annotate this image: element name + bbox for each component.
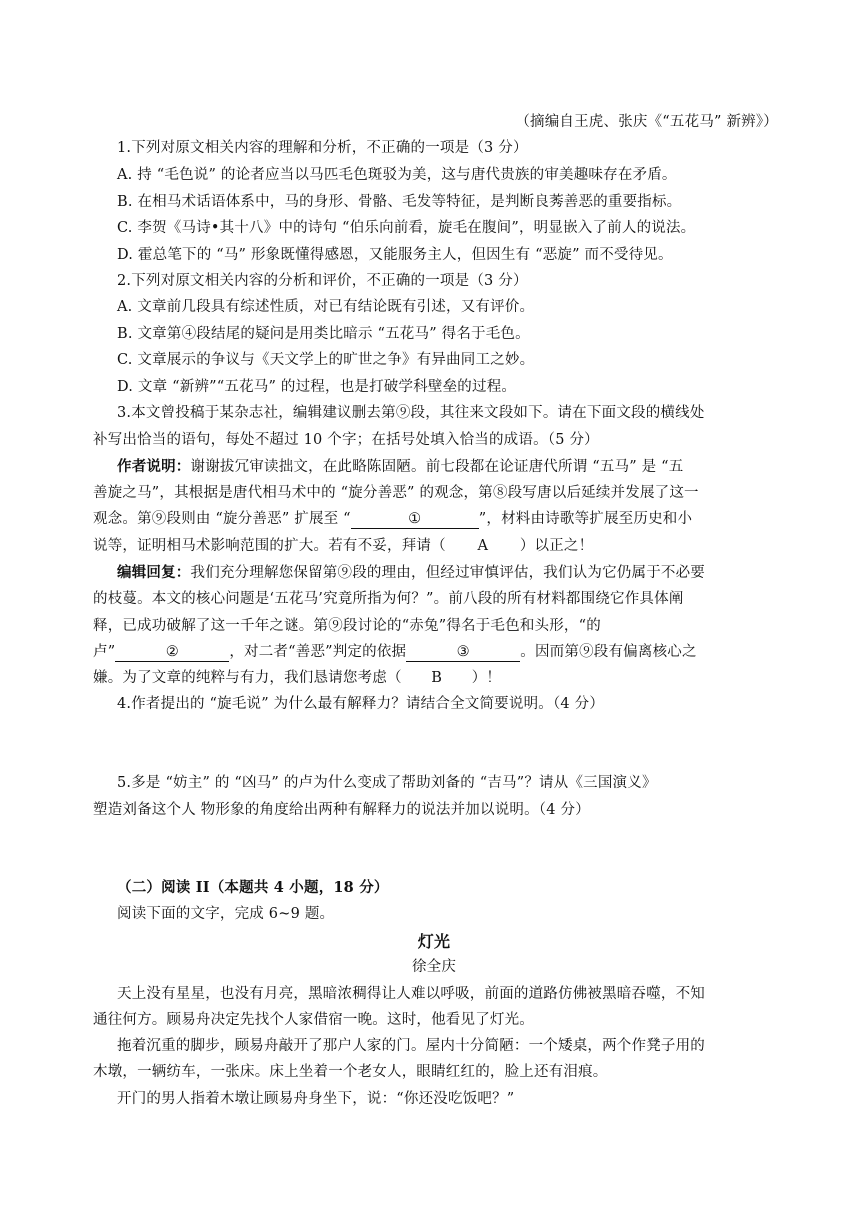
story-paragraph-2-line-2: 木墩，一辆纺车，一张床。床上坐着一个老女人，眼睛红红的，脸上还有泪痕。	[93, 1064, 608, 1080]
question-2-option-b: B. 文章第④段结尾的疑问是用类比暗示 “五花马” 得名于毛色。	[117, 326, 530, 342]
question-2-stem: 2.下列对原文相关内容的分析和评价，不正确的一项是（3 分）	[117, 273, 528, 289]
section-2-instruction: 阅读下面的文字，完成 6~9 题。	[117, 906, 335, 922]
question-1-option-b: B. 在相马术话语体系中，马的身形、骨骼、毛发等特征，是判断良莠善恶的重要指标。	[117, 194, 682, 210]
fill-blank-2[interactable]: ②	[115, 643, 229, 662]
editor-reply-line-3: 释，已成功破解了这一千年之谜。第⑨段讨论的“赤兔”得名于毛色和头形，“的	[93, 618, 601, 634]
author-note-line-4	[93, 536, 773, 556]
question-2-option-d: D. 文章 “新辨”“五花马” 的过程，也是打破学科壁垒的过程。	[117, 379, 517, 395]
author-note-label: 作者说明：	[117, 458, 191, 475]
editor-reply-line-5	[93, 668, 773, 688]
author-note-line-3	[93, 509, 773, 529]
editor-reply-line-4	[93, 642, 773, 662]
idiom-blank-b[interactable]: B	[431, 670, 443, 686]
story-author: 徐全庆	[411, 959, 457, 975]
editor-reply-line-2: 的枝蔓。本文的核心问题是‘五花马’究竟所指为何？”。前八段的所有材料都围绕它作具体阐	[93, 591, 684, 607]
editor-reply-label: 编辑回复：	[117, 564, 191, 581]
author-note-text-3a: 观念。第⑨段则由 “旋分善恶” 扩展至 “	[93, 511, 351, 527]
question-3-stem-line-1: 3.本文曾投稿于某杂志社，编辑建议删去第⑨段，其往来文段如下。请在下面文段的横线处	[117, 405, 705, 421]
question-2-option-c: C. 文章展示的争议与《天文学上的旷世之争》有异曲同工之妙。	[117, 352, 535, 368]
fill-blank-3[interactable]: ③	[406, 643, 520, 662]
author-note-text-4a: 说等，证明相马术影响范围的扩大。若有不妥，拜请（	[93, 538, 446, 554]
question-2-option-a: A. 文章前几段具有综述性质，对已有结论既有引述，又有评价。	[117, 299, 535, 315]
author-note-text-4b: ）以正之！	[519, 538, 594, 554]
question-5-line-1: 5.多是 “妨主” 的 “凶马” 的卢为什么变成了帮助刘备的 “吉马”？请从《三国演义》	[117, 775, 657, 791]
question-4: 4.作者提出的 “旋毛说” 为什么最有解释力？请结合全文简要说明。（4 分）	[117, 696, 605, 712]
author-note-text-3b: ”，材料由诗歌等扩展至历史和小	[478, 511, 693, 527]
question-1-option-d: D. 霍总笔下的 “马” 形象既懂得感恩，又能服务主人，但因生有 “恶旋” 而不受待见。	[117, 247, 673, 263]
story-paragraph-2-line-1: 拖着沉重的脚步，顾易舟敲开了那户人家的门。屋内十分简陋：一个矮桌，两个作凳子用的	[117, 1038, 705, 1054]
author-note-line-1	[117, 457, 797, 477]
section-2-heading: （二）阅读 II（本题共 4 小题，18 分）	[117, 879, 389, 896]
editor-reply-text-4b: ，对二者“善恶”判定的依据	[229, 644, 407, 660]
editor-reply-text-4a: 卢”	[93, 644, 116, 660]
story-paragraph-1-line-2: 通往何方。顾易舟决定先找个人家借宿一晚。这时，他看见了灯光。	[93, 1012, 534, 1028]
editor-reply-text-1: 我们充分理解您保留第⑨段的理由，但经过审慎评估，我们认为它仍属于不必要	[190, 565, 705, 581]
story-paragraph-1-line-1: 天上没有星星，也没有月亮，黑暗浓稠得让人难以呼吸，前面的道路仿佛被黑暗吞噬，不知	[117, 986, 705, 1002]
editor-reply-text-5a: 嫌。为了文章的纯粹与有力，我们恳请您考虑（	[93, 670, 402, 686]
question-1-stem: 1.下列对原文相关内容的理解和分析，不正确的一项是（3 分）	[117, 140, 528, 156]
story-paragraph-3-line-1: 开门的男人指着木墩让顾易舟身坐下，说：“你还没吃饭吧？”	[117, 1091, 515, 1107]
editor-reply-line-1	[117, 563, 797, 583]
question-1-option-a: A. 持 “毛色说” 的论者应当以马匹毛色斑驳为美，这与唐代贵族的审美趣味存在矛盾。	[117, 167, 677, 183]
author-note-text-1: 谢谢拔冗审读拙文，在此略陈固陋。前七段都在论证唐代所谓 “五马” 是 “五	[190, 459, 684, 475]
editor-reply-text-5b: ）！	[471, 670, 502, 686]
question-5-line-2: 塑造刘备这个人 物形象的角度给出两种有解释力的说法并加以说明。（4 分）	[93, 802, 590, 818]
question-1-option-c: C. 李贺《马诗•其十八》中的诗句 “伯乐向前看，旋毛在腹间”，明显嵌入了前人的说法。	[117, 220, 696, 236]
story-title: 灯光	[417, 932, 451, 951]
fill-blank-1[interactable]: ①	[351, 510, 479, 529]
author-note-line-2: 善旋之马”，其根据是唐代相马术中的 “旋分善恶” 的观念，第⑧段写唐以后延续并发展了这一	[93, 485, 699, 501]
source-citation: （摘编自王虎、张庆《“五花马” 新辨》）	[515, 114, 778, 130]
question-3-stem-line-2: 补写出恰当的语句，每处不超过 10 个字；在括号处填入恰当的成语。（5 分）	[93, 432, 599, 448]
idiom-blank-a[interactable]: A	[477, 538, 489, 554]
editor-reply-text-4c: 。因而第⑨段有偏离核心之	[520, 644, 697, 660]
